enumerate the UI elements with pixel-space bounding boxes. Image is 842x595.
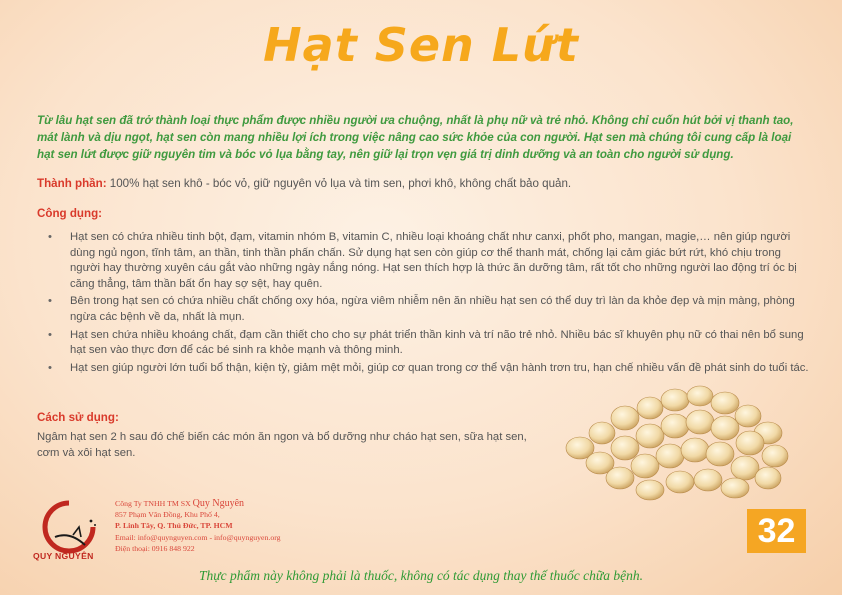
company-phone: Điện thoại: 0916 848 922 (115, 543, 195, 553)
ingredients-text: 100% hạt sen khô - bóc vỏ, giữ nguyên vỏ lụa và tim sen, phơi khô, không chất bảo quản. (106, 177, 572, 190)
company-name-prefix: Công Ty TNHH TM SX (115, 499, 193, 508)
page-title: Hạt Sen Lứt (263, 18, 579, 72)
company-address-line1: 857 Phạm Văn Đồng, Khu Phố 4, (115, 510, 220, 520)
uses-heading: Công dụng: (37, 207, 103, 220)
list-item: • Hạt sen có chứa nhiều tinh bột, đạm, vitamin nhóm B, vitamin C, nhiều loại khoáng chất như canxi, phốt pho, mangan, magie,… nên giúp người dùng ngủ ngon, tĩnh tâm, an thần, tinh thần phấn chấn. Sử dụng hạt sen còn giúp cơ thể thanh mát, chống lại cảm giác bứt rứt, khó chịu trong người hay thường xuyên cáu gắt vào những ngày nắng nóng. Hạt sen thích hợp là thức ăn dưỡng tâm, rất tốt cho những người lao động trí óc bị căng thẳng, tâm thần bất ổn hay sợ sệt, hay quên. (70, 230, 809, 292)
ingredients-line (37, 177, 809, 190)
disclaimer-footer: Thực phẩm này không phải là thuốc, không có tác dụng thay thế thuốc chữa bệnh. (198, 568, 644, 583)
list-item: • Bên trong hạt sen có chứa nhiều chất chống oxy hóa, ngừa viêm nhiễm nên ăn nhiều hạt sen có thể duy trì làn da khỏe đẹp và mịn màng, phòng ngừa các bệnh về da, nhất là mụn. (70, 294, 809, 325)
list-item: • Hạt sen giúp người lớn tuổi bổ thận, kiện tỳ, giảm mệt mỏi, giúp cơ quan trong cơ thể vận hành trơn tru, hạn chế nhiều vấn đề phát sinh do tuổi tác. (70, 361, 809, 377)
intro-paragraph: Từ lâu hạt sen đã trở thành loại thực phẩm được nhiều người ưa chuộng, nhất là phụ nữ và trẻ nhỏ. Không chỉ cuốn hút bởi vị thanh tao, mát lành và dịu ngọt, hạt sen còn mang nhiều lợi ích trong việc nâng cao sức khỏe của con người. Hạt sen mà chúng tôi cung cấp là loại hạt sen lứt được giữ nguyên tim và bóc vỏ lụa bằng tay, nên giữ lại trọn vẹn giá trị dinh dưỡng và an toàn cho người sử dụng. (37, 114, 794, 161)
howto-heading: Cách sử dụng: (37, 411, 119, 424)
company-address-line2: P. Linh Tây, Q. Thủ Đức, TP. HCM (115, 521, 233, 531)
ingredients-label: Thành phần: (37, 177, 107, 190)
uses-list (37, 230, 809, 378)
lotus-seeds-image (540, 378, 800, 503)
company-email: Email: info@quynguyen.com - info@quynguyen.org (115, 532, 281, 542)
list-item: • Hạt sen chứa nhiều khoáng chất, đạm cần thiết cho cho sự phát triển thần kinh và trí não trẻ nhỏ. Nhiều bác sĩ khuyên phụ nữ có thai nên bổ sung hạt sen vào thực đơn để các bé sinh ra khỏe mạnh và thông minh. (70, 328, 809, 359)
company-name (115, 498, 281, 509)
brand-name: QUY NGUYÊN (33, 551, 94, 561)
page-number-badge: 32 (747, 509, 806, 553)
company-info (115, 498, 281, 554)
company-name-brand: Quy Nguyên (192, 498, 245, 509)
howto-text: Ngâm hạt sen 2 h sau đó chế biến các món ăn ngon và bổ dưỡng như cháo hạt sen, sữa hạt sen, cơm và xôi hạt sen. (37, 431, 527, 459)
